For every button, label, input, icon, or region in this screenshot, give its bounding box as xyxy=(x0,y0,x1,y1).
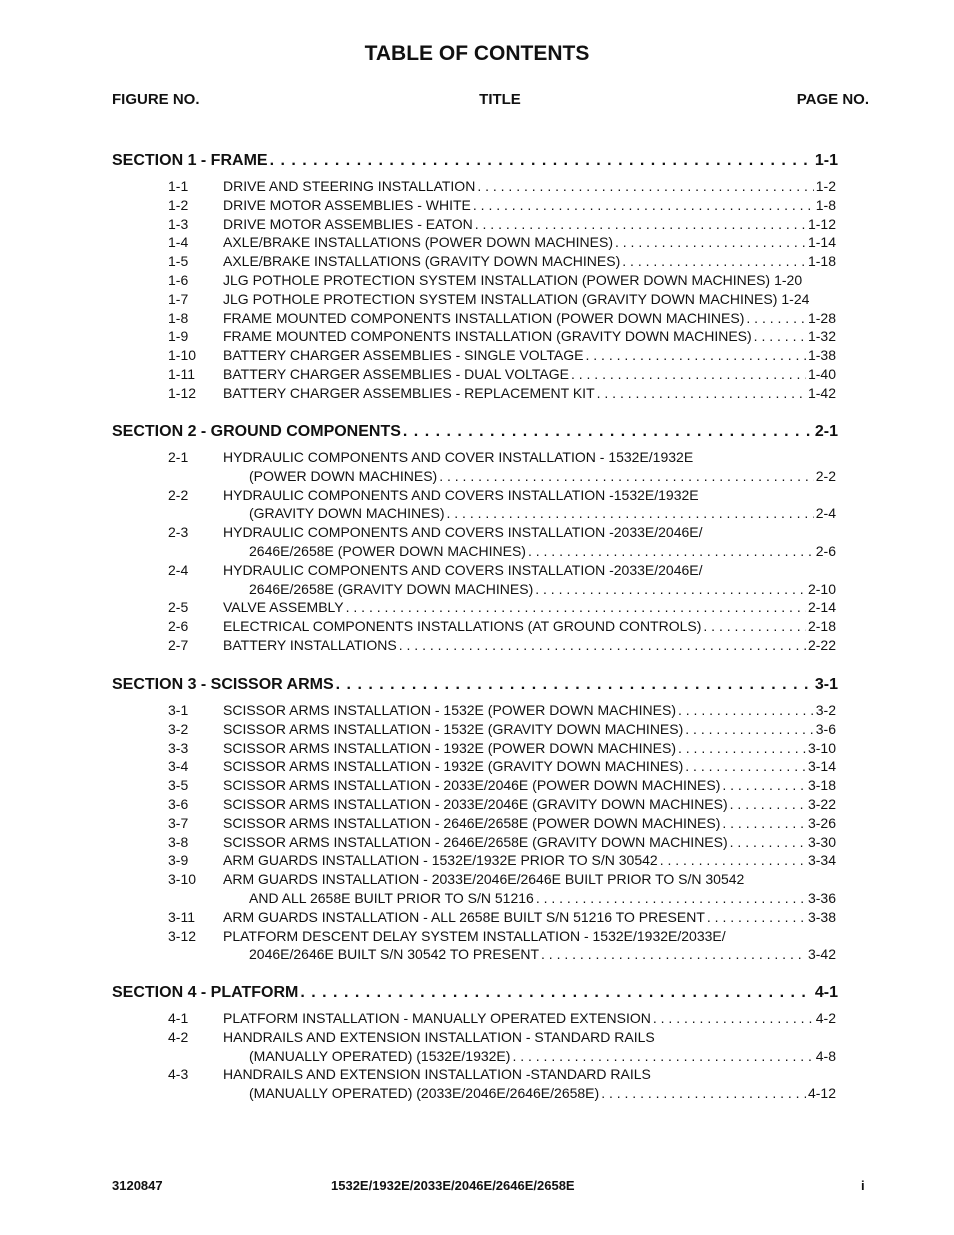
entry-title: SCISSOR ARMS INSTALLATION - 1532E (POWER DOWN MACHINES) xyxy=(223,702,676,718)
entry-page: 3-30 xyxy=(807,833,836,850)
toc-entry[interactable] xyxy=(223,599,836,615)
section-page: 3-1 xyxy=(814,676,838,693)
toc-entry[interactable] xyxy=(223,385,836,401)
dot-leader xyxy=(512,1048,813,1064)
dot-leader xyxy=(346,599,806,615)
entry-page: 1-18 xyxy=(807,253,836,270)
entry-page: 3-26 xyxy=(807,814,836,831)
toc-entry[interactable] xyxy=(223,310,836,326)
toc-entry-line xyxy=(223,524,836,540)
figure-number: 2-4 xyxy=(168,561,189,578)
entry-title: HYDRAULIC COMPONENTS AND COVERS INSTALLATION -2033E/2046E/ xyxy=(223,561,703,578)
figure-number: 1-7 xyxy=(168,290,189,307)
dot-leader xyxy=(475,216,806,232)
entry-page: 2-4 xyxy=(815,505,836,522)
toc-entry[interactable] xyxy=(223,347,836,363)
toc-entry-line xyxy=(223,449,836,465)
section-heading[interactable] xyxy=(112,676,838,694)
dot-leader xyxy=(571,366,806,382)
section-label: SECTION 4 - PLATFORM xyxy=(112,984,299,1001)
toc-entry[interactable] xyxy=(223,216,836,232)
section-label: SECTION 1 - FRAME xyxy=(112,152,268,169)
section-heading[interactable] xyxy=(112,152,838,170)
section-heading[interactable] xyxy=(112,423,838,441)
figure-number: 3-6 xyxy=(168,796,189,812)
dot-leader xyxy=(585,347,805,363)
figure-number: 1-2 xyxy=(168,196,189,213)
figure-number: 3-12 xyxy=(168,927,197,944)
toc-entry[interactable] xyxy=(223,366,836,382)
dot-leader xyxy=(685,721,813,737)
entry-title: DRIVE MOTOR ASSEMBLIES - EATON xyxy=(223,215,473,232)
dot-leader xyxy=(336,676,813,694)
entry-page: 2-14 xyxy=(807,599,836,616)
page-title: TABLE OF CONTENTS xyxy=(364,42,590,65)
figure-number: 2-5 xyxy=(168,599,189,616)
dot-leader xyxy=(622,253,806,269)
figure-number: 3-1 xyxy=(168,702,189,718)
entry-title: SCISSOR ARMS INSTALLATION - 1932E (POWER DOWN MACHINES) xyxy=(223,739,676,756)
entry-page: 1-32 xyxy=(807,328,836,345)
figure-number: 3-10 xyxy=(168,871,197,888)
figure-number: 1-12 xyxy=(168,384,197,401)
entry-title: VALVE ASSEMBLY xyxy=(223,599,344,616)
entry-title: SCISSOR ARMS INSTALLATION - 2646E/2658E (POWER DOWN MACHINES) xyxy=(223,814,721,831)
toc-entry[interactable] xyxy=(223,777,836,793)
entry-page: 1-24 xyxy=(781,290,810,307)
dot-leader xyxy=(300,984,813,1002)
figure-number: 1-1 xyxy=(168,178,189,194)
toc-entry[interactable] xyxy=(223,702,836,718)
figure-number: 2-2 xyxy=(168,486,189,503)
footer-models: 1532E/1932E/2033E/2046E/2646E/2658E xyxy=(331,1178,575,1193)
entry-title: BATTERY CHARGER ASSEMBLIES - DUAL VOLTAGE xyxy=(223,366,569,382)
dot-leader xyxy=(722,815,806,831)
dot-leader xyxy=(399,637,806,653)
dot-leader xyxy=(653,1010,814,1026)
section-label: SECTION 3 - SCISSOR ARMS xyxy=(112,676,334,693)
figure-number: 1-9 xyxy=(168,328,189,345)
dot-leader xyxy=(439,468,814,484)
entry-title: DRIVE MOTOR ASSEMBLIES - WHITE xyxy=(223,196,471,213)
entry-page: 1-12 xyxy=(807,215,836,232)
section-page: 4-1 xyxy=(814,984,838,1001)
entry-page: 3-14 xyxy=(807,758,836,775)
entry-page: 1-40 xyxy=(807,366,836,382)
dot-leader xyxy=(535,581,806,597)
entry-title: BATTERY CHARGER ASSEMBLIES - SINGLE VOLTAGE xyxy=(223,347,584,364)
footer-page-number: i xyxy=(861,1178,865,1193)
footer-doc-number: 3120847 xyxy=(112,1178,163,1193)
figure-number: 2-7 xyxy=(168,637,189,653)
entry-page: 3-22 xyxy=(807,796,836,812)
entry-title: AXLE/BRAKE INSTALLATIONS (POWER DOWN MACHINES) xyxy=(223,234,613,251)
entry-title: AND ALL 2658E BUILT PRIOR TO S/N 51216 xyxy=(249,890,534,906)
entry-title: FRAME MOUNTED COMPONENTS INSTALLATION (GRAVITY DOWN MACHINES) xyxy=(223,328,752,345)
entry-title: HANDRAILS AND EXTENSION INSTALLATION -STANDARD RAILS xyxy=(223,1066,651,1083)
page-no-header: PAGE NO. xyxy=(796,91,869,108)
toc-entry[interactable] xyxy=(223,758,836,774)
toc-entry[interactable] xyxy=(223,721,836,737)
toc-entry[interactable] xyxy=(223,618,836,634)
entry-title: HYDRAULIC COMPONENTS AND COVERS INSTALLATION -2033E/2046E/ xyxy=(223,524,703,541)
dot-leader xyxy=(730,834,806,850)
toc-entry[interactable] xyxy=(223,1010,836,1026)
entry-title: BATTERY INSTALLATIONS xyxy=(223,637,397,653)
dot-leader xyxy=(601,1085,806,1101)
dot-leader xyxy=(678,702,814,718)
entry-title: (GRAVITY DOWN MACHINES) xyxy=(249,505,445,522)
toc-entry[interactable] xyxy=(223,909,836,925)
entry-title: PLATFORM INSTALLATION - MANUALLY OPERATED EXTENSION xyxy=(223,1010,651,1026)
figure-number: 2-6 xyxy=(168,618,189,635)
figure-number: 4-1 xyxy=(168,1010,189,1026)
figure-number: 1-8 xyxy=(168,309,189,326)
entry-title: 2046E/2646E BUILT S/N 30542 TO PRESENT xyxy=(249,946,540,963)
figure-number: 1-5 xyxy=(168,253,189,270)
entry-title: ARM GUARDS INSTALLATION - ALL 2658E BUILT S/N 51216 TO PRESENT xyxy=(223,908,705,925)
entry-page: 3-34 xyxy=(807,852,836,869)
entry-title: FRAME MOUNTED COMPONENTS INSTALLATION (POWER DOWN MACHINES) xyxy=(223,309,745,326)
figure-number: 1-10 xyxy=(168,347,197,364)
figure-number: 4-3 xyxy=(168,1066,189,1083)
figure-number: 2-1 xyxy=(168,449,189,465)
title-header: TITLE xyxy=(479,91,521,108)
figure-number: 2-3 xyxy=(168,524,189,541)
dot-leader xyxy=(477,178,813,194)
entry-page: 4-12 xyxy=(807,1085,836,1102)
entry-page: 1-42 xyxy=(807,384,836,401)
entry-title: ARM GUARDS INSTALLATION - 2033E/2046E/2646E BUILT PRIOR TO S/N 30542 xyxy=(223,871,745,888)
figure-number: 3-2 xyxy=(168,720,189,737)
entry-title: SCISSOR ARMS INSTALLATION - 2646E/2658E (GRAVITY DOWN MACHINES) xyxy=(223,833,728,850)
entry-title: DRIVE AND STEERING INSTALLATION xyxy=(223,178,476,194)
dot-leader xyxy=(597,385,806,401)
dot-leader xyxy=(536,890,806,906)
entry-title: JLG POTHOLE PROTECTION SYSTEM INSTALLATION (POWER DOWN MACHINES) xyxy=(223,272,771,288)
figure-number: 3-8 xyxy=(168,833,189,850)
entry-title: 2646E/2658E (GRAVITY DOWN MACHINES) xyxy=(249,580,534,597)
toc-entry[interactable] xyxy=(223,815,836,831)
figure-no-header: FIGURE NO. xyxy=(112,91,200,108)
toc-entry-line xyxy=(223,928,836,944)
entry-title: 2646E/2658E (POWER DOWN MACHINES) xyxy=(249,543,526,559)
figure-number: 4-2 xyxy=(168,1028,189,1045)
figure-number: 1-3 xyxy=(168,215,189,232)
entry-title: (MANUALLY OPERATED) (1532E/1932E) xyxy=(249,1047,511,1064)
toc-entry-line xyxy=(223,562,836,578)
entry-page: 2-10 xyxy=(807,580,836,597)
entry-title: SCISSOR ARMS INSTALLATION - 2033E/2046E (POWER DOWN MACHINES) xyxy=(223,777,721,794)
figure-number: 3-7 xyxy=(168,814,189,831)
dot-leader xyxy=(707,909,806,925)
toc-entry-line xyxy=(223,871,836,887)
toc-entry[interactable] xyxy=(249,581,836,597)
figure-number: 1-11 xyxy=(168,366,195,382)
entry-page: 1-28 xyxy=(807,309,836,326)
figure-number: 3-9 xyxy=(168,852,189,869)
dot-leader xyxy=(722,777,806,793)
entry-page: 1-2 xyxy=(815,178,836,194)
toc-entry[interactable] xyxy=(249,543,836,559)
entry-page: 3-36 xyxy=(807,890,836,906)
entry-page: 1-20 xyxy=(774,272,803,288)
entry-title: (POWER DOWN MACHINES) xyxy=(249,467,438,484)
dot-leader xyxy=(754,328,806,344)
toc-entry[interactable] xyxy=(249,468,836,484)
entry-page: 1-14 xyxy=(807,234,836,251)
figure-number: 1-4 xyxy=(168,234,189,251)
toc-entry-line xyxy=(223,1029,836,1045)
entry-page: 4-2 xyxy=(815,1010,836,1026)
entry-page: 3-6 xyxy=(815,720,836,737)
section-heading[interactable] xyxy=(112,984,838,1002)
dot-leader xyxy=(703,618,806,634)
toc-entry[interactable] xyxy=(223,740,836,756)
figure-number: 3-5 xyxy=(168,777,189,794)
dot-leader xyxy=(403,423,813,441)
entry-title: HANDRAILS AND EXTENSION INSTALLATION - STANDARD RAILS xyxy=(223,1028,655,1045)
entry-page: 1-38 xyxy=(807,347,836,364)
toc-entry[interactable] xyxy=(223,272,802,288)
dot-leader xyxy=(270,152,813,170)
figure-number: 3-11 xyxy=(168,908,195,925)
entry-title: BATTERY CHARGER ASSEMBLIES - REPLACEMENT KIT xyxy=(223,384,595,401)
entry-title: ELECTRICAL COMPONENTS INSTALLATIONS (AT GROUND CONTROLS) xyxy=(223,618,702,635)
entry-title: SCISSOR ARMS INSTALLATION - 1932E (GRAVITY DOWN MACHINES) xyxy=(223,758,684,775)
entry-title: (MANUALLY OPERATED) (2033E/2046E/2646E/2658E) xyxy=(249,1085,600,1102)
dot-leader xyxy=(730,796,806,812)
toc-entry[interactable] xyxy=(223,291,809,307)
toc-entry[interactable] xyxy=(223,796,836,812)
entry-page: 3-18 xyxy=(807,777,836,794)
entry-title: SCISSOR ARMS INSTALLATION - 1532E (GRAVITY DOWN MACHINES) xyxy=(223,720,684,737)
toc-entry[interactable] xyxy=(249,890,836,906)
entry-page: 3-38 xyxy=(807,908,836,925)
figure-number: 3-3 xyxy=(168,739,189,756)
toc-entry[interactable] xyxy=(223,852,836,868)
entry-title: ARM GUARDS INSTALLATION - 1532E/1932E PRIOR TO S/N 30542 xyxy=(223,852,658,869)
section-page: 1-1 xyxy=(814,152,838,169)
dot-leader xyxy=(746,310,806,326)
toc-entry[interactable] xyxy=(223,253,836,269)
entry-title: JLG POTHOLE PROTECTION SYSTEM INSTALLATION (GRAVITY DOWN MACHINES) xyxy=(223,290,778,307)
entry-page: 2-22 xyxy=(807,637,836,653)
toc-entry[interactable] xyxy=(223,178,836,194)
toc-entry[interactable] xyxy=(223,328,836,344)
entry-page: 3-10 xyxy=(807,739,836,756)
dot-leader xyxy=(615,234,806,250)
dot-leader xyxy=(528,543,814,559)
section-page: 2-1 xyxy=(814,423,838,440)
toc-entry[interactable] xyxy=(223,834,836,850)
toc-entry[interactable] xyxy=(223,637,836,653)
dot-leader xyxy=(660,852,806,868)
entry-page: 1-8 xyxy=(815,196,836,213)
entry-page: 2-6 xyxy=(815,543,836,559)
entry-page: 4-8 xyxy=(815,1047,836,1064)
figure-number: 1-6 xyxy=(168,272,189,288)
dot-leader xyxy=(473,197,814,213)
dot-leader xyxy=(447,505,814,521)
dot-leader xyxy=(678,740,806,756)
entry-title: HYDRAULIC COMPONENTS AND COVERS INSTALLATION -1532E/1932E xyxy=(223,486,699,503)
entry-page: 3-42 xyxy=(807,946,836,963)
toc-entry-line xyxy=(223,1066,836,1082)
dot-leader xyxy=(541,946,806,962)
figure-number: 3-4 xyxy=(168,758,189,775)
toc-entry[interactable] xyxy=(249,1085,836,1101)
toc-entry[interactable] xyxy=(249,946,836,962)
section-label: SECTION 2 - GROUND COMPONENTS xyxy=(112,423,401,440)
dot-leader xyxy=(685,758,806,774)
toc-entry-line xyxy=(223,487,836,503)
entry-title: PLATFORM DESCENT DELAY SYSTEM INSTALLATION - 1532E/1932E/2033E/ xyxy=(223,927,726,944)
entry-page: 2-18 xyxy=(807,618,836,635)
toc-entry[interactable] xyxy=(249,1048,836,1064)
toc-entry[interactable] xyxy=(249,505,836,521)
entry-title: AXLE/BRAKE INSTALLATIONS (GRAVITY DOWN MACHINES) xyxy=(223,253,621,270)
toc-entry[interactable] xyxy=(223,197,836,213)
entry-page: 2-2 xyxy=(815,467,836,484)
entry-title: HYDRAULIC COMPONENTS AND COVER INSTALLATION - 1532E/1932E xyxy=(223,449,694,465)
toc-entry[interactable] xyxy=(223,234,836,250)
entry-title: SCISSOR ARMS INSTALLATION - 2033E/2046E (GRAVITY DOWN MACHINES) xyxy=(223,796,728,812)
entry-page: 3-2 xyxy=(815,702,836,718)
